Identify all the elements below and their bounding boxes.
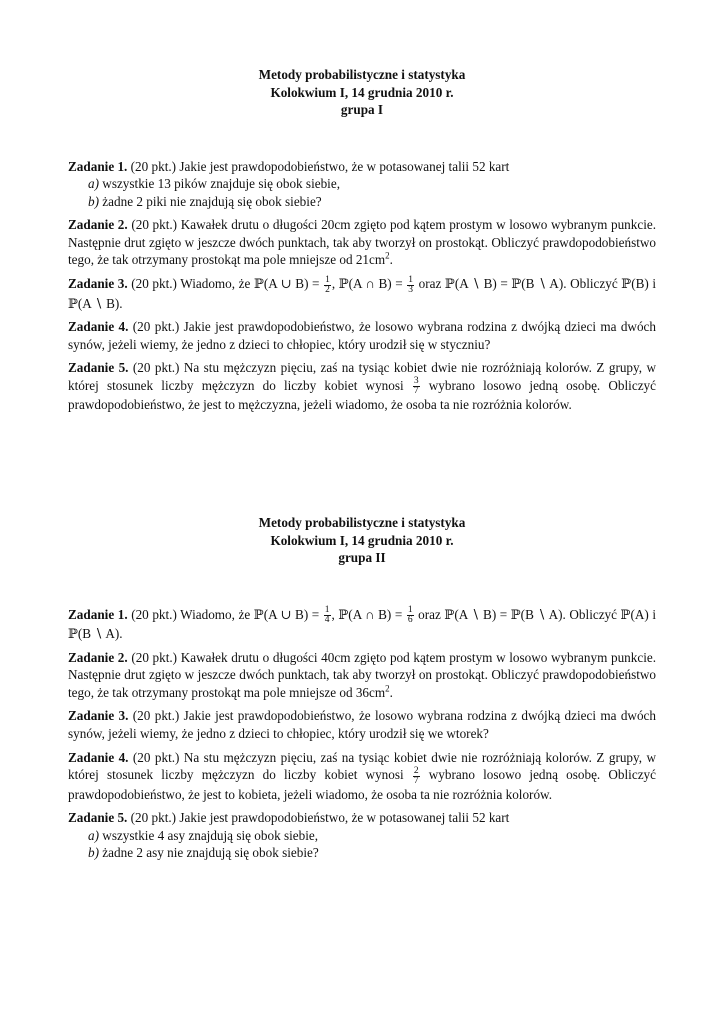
exam-date: Kolokwium I, 14 grudnia 2010 r. <box>270 532 454 548</box>
subpoint-b <box>68 193 656 211</box>
group-label: grupa I <box>340 102 384 117</box>
problem-label: Zadanie 3. <box>68 276 128 292</box>
problem-text: (20 pkt.) Jakie jest prawdopodobieństwo, że losowo wybrana rodzina z dwójką dzieci ma dwóch synów, jeżeli wiemy, że jedno z dzieci to chłopiec, który urodził się w styczniu? <box>68 319 656 352</box>
fraction-denominator: 7 <box>413 775 419 786</box>
group-2-section <box>68 514 656 868</box>
fraction-denominator: 3 <box>408 284 414 295</box>
problem-text-rest: oraz ℙ(A ∖ B) = ℙ(B ∖ A). Obliczyć ℙ(B) i ℙ(A ∖ B). <box>68 276 657 311</box>
group-2-header <box>68 514 656 567</box>
fraction-denominator: 6 <box>407 614 413 625</box>
problem-list <box>68 606 656 862</box>
fraction <box>407 276 414 295</box>
problem-text: (20 pkt.) Jakie jest prawdopodobieństwo, że w potasowanej talii 52 kart <box>130 810 510 826</box>
subpoint-b <box>68 844 656 862</box>
union-expression: ℙ(A ∪ B) = <box>253 606 323 622</box>
problem-4 <box>68 749 656 804</box>
problem-text: (20 pkt.) Kawałek drutu o długości 40cm zgięto pod kątem prostym w losowo wybranym punkcie. Następnie drut zgięto w jeszcze dwóch punktach, tak aby tworzył on prostokąt. Obliczyć prawdopodobieństwo tego, że tak otrzymany prostokąt ma pole mniejsze od 36cm <box>68 649 657 700</box>
problem-text: (20 pkt.) Na stu mężczyzn pięciu, zaś na tysiąc kobiet dwie nie rozróżniają kolorów. Z grupy, w której stosunek liczby mężczyzn do liczby kobiet wynosi <box>68 749 656 783</box>
problem-label: Zadanie 5. <box>68 360 129 376</box>
problem-label: Zadanie 2. <box>68 649 128 665</box>
fraction-numerator: 1 <box>324 604 330 615</box>
union-expression: ℙ(A ∪ B) = <box>253 276 324 292</box>
problem-text: (20 pkt.) Na stu mężczyzn pięciu, zaś na tysiąc kobiet dwie nie rozróżniają kolorów. Z grupy, w której stosunek liczby mężczyzn do liczby kobiet wynosi <box>68 360 656 393</box>
subpoint-a <box>68 827 656 845</box>
fraction-numerator: 2 <box>413 765 419 776</box>
fraction <box>413 767 420 786</box>
fraction-denominator: 2 <box>325 284 330 295</box>
fraction-numerator: 1 <box>325 274 330 285</box>
problem-text: (20 pkt.) Jakie jest prawdopodobieństwo, że w potasowanej talii 52 kart <box>130 158 510 174</box>
fraction-numerator: 3 <box>413 376 419 387</box>
fraction-denominator: 4 <box>324 614 330 625</box>
problem-1 <box>68 606 656 643</box>
problem-list <box>68 158 656 414</box>
problem-label: Zadanie 1. <box>68 606 128 622</box>
problem-label: Zadanie 3. <box>68 708 129 724</box>
problem-text-rest: wybrano losowo jedną osobę. Obliczyć prawdopodobieństwo, że jest to kobieta, jeżeli wiadomo, że osoba ta nie rozróżnia kolorów. <box>68 767 657 802</box>
problem-text-rest: oraz ℙ(A ∖ B) = ℙ(B ∖ A). Obliczyć ℙ(A) i ℙ(B ∖ A). <box>68 606 657 641</box>
group-1-section <box>68 66 656 420</box>
problem-3 <box>68 275 656 312</box>
problem-5 <box>68 359 656 414</box>
problem-3 <box>68 707 656 742</box>
subpoint-letter: a) <box>88 827 99 843</box>
subpoint-letter: b) <box>88 845 99 861</box>
subpoint-letter: a) <box>88 176 99 192</box>
course-title: Metody probabilistyczne i statystyka <box>258 67 466 82</box>
problem-4 <box>68 318 656 353</box>
superscript: 2 <box>385 683 390 694</box>
fraction <box>407 606 414 625</box>
fraction-numerator: 1 <box>407 604 413 615</box>
fraction <box>324 606 331 625</box>
problem-text: (20 pkt.) Wiadomo, że <box>131 276 254 292</box>
problem-label: Zadanie 5. <box>68 810 128 826</box>
problem-2 <box>68 649 656 702</box>
problem-label: Zadanie 4. <box>68 319 129 335</box>
problem-1 <box>68 158 656 211</box>
fraction-numerator: 1 <box>408 274 414 285</box>
problem-5 <box>68 809 656 862</box>
superscript: 2 <box>385 251 390 262</box>
subpoint-text: wszystkie 4 asy znajdują się obok siebie, <box>102 827 319 843</box>
intersection-expression: , ℙ(A ∩ B) = <box>331 276 407 292</box>
problem-text: (20 pkt.) Kawałek drutu o długości 20cm zgięto pod kątem prostym w losowo wybranym punkcie. Następnie drut zgięto w jeszcze dwóch punktach, tak aby tworzył on prostokąt. Obliczyć prawdopodobieństwo tego, że tak otrzymany prostokąt ma pole mniejsze od 21cm <box>68 217 657 268</box>
subpoint-letter: b) <box>88 193 99 209</box>
sentence-end: . <box>389 684 393 700</box>
intersection-expression: , ℙ(A ∩ B) = <box>331 606 406 622</box>
problem-label: Zadanie 1. <box>68 158 128 174</box>
problem-text: (20 pkt.) Wiadomo, że <box>131 606 254 622</box>
group-1-header <box>68 66 656 119</box>
course-title: Metody probabilistyczne i statystyka <box>258 515 466 530</box>
fraction-denominator: 7 <box>413 386 419 397</box>
problem-2 <box>68 216 656 269</box>
subpoint-text: wszystkie 13 pików znajduje się obok siebie, <box>102 176 340 192</box>
sentence-end: . <box>389 252 393 268</box>
problem-text-rest: wybrano losowo jedną osobę. Obliczyć prawdopodobieństwo, że jest to mężczyzna, jeżeli wiadomo, że osoba ta nie rozróżnia kolorów. <box>68 377 657 413</box>
exam-date: Kolokwium I, 14 grudnia 2010 r. <box>270 84 454 100</box>
subpoint-a <box>68 175 656 193</box>
group-label: grupa II <box>338 550 386 565</box>
subpoint-text: żadne 2 piki nie znajdują się obok siebie? <box>102 193 322 209</box>
problem-text: (20 pkt.) Jakie jest prawdopodobieństwo, że losowo wybrana rodzina z dwójką dzieci ma dwóch synów, jeżeli wiemy, że jedno z dzieci to chłopiec, który urodził się we wtorek? <box>68 708 656 741</box>
problem-label: Zadanie 4. <box>68 749 129 765</box>
problem-label: Zadanie 2. <box>68 217 128 233</box>
subpoint-text: żadne 2 asy nie znajdują się obok siebie? <box>102 845 319 861</box>
fraction <box>413 377 420 396</box>
fraction <box>324 276 331 295</box>
